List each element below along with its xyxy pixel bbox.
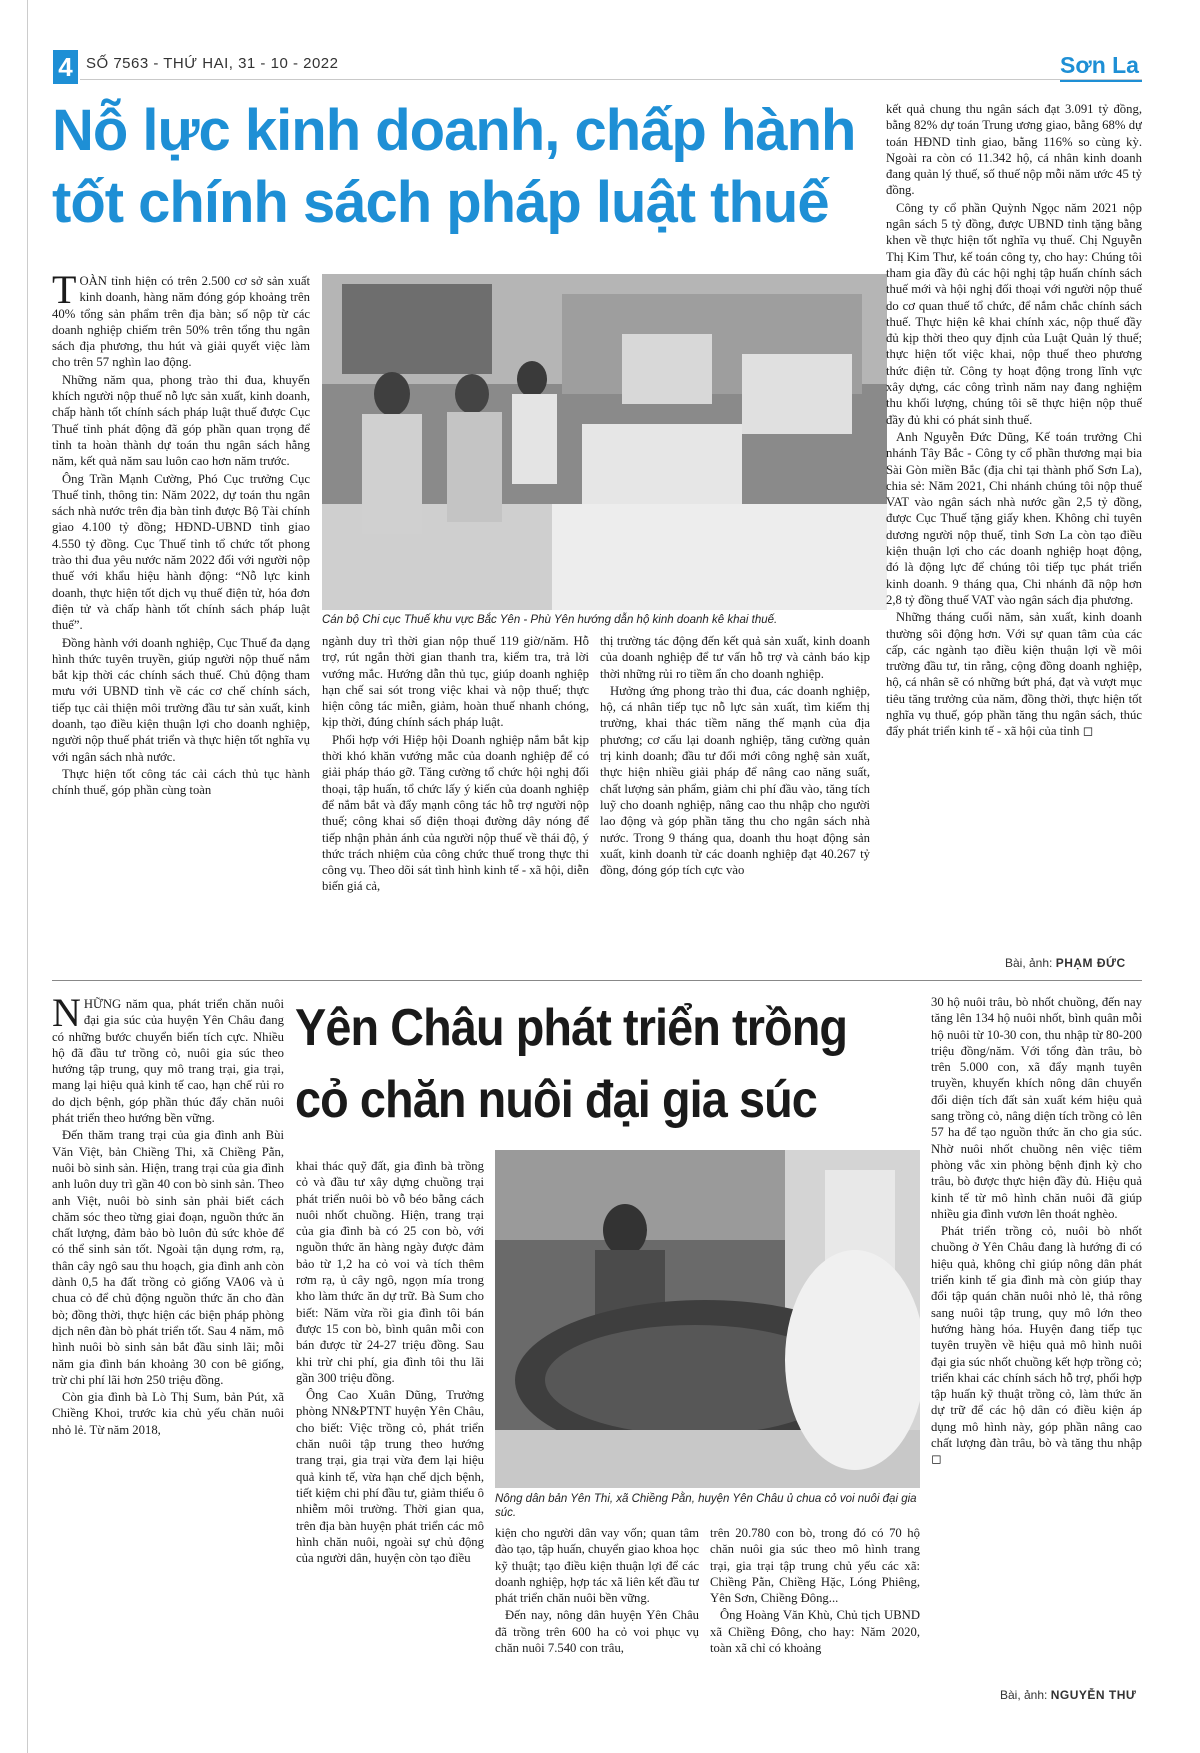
article1-photo-caption: Cán bộ Chi cục Thuế khu vực Bắc Yên - Phù Yên hướng dẫn hộ kinh doanh kê khai thuế. — [322, 614, 778, 626]
issue-line: SỐ 7563 - THỨ HAI, 31 - 10 - 2022 — [86, 55, 339, 72]
paragraph: ngành duy trì thời gian nộp thuế 119 giờ/năm. Hỗ trợ, rút ngắn thời gian thanh tra, kiểm tra, trả lời vướng mắc. Hướng dẫn thủ tục, giúp doanh nghiệp hạn chế sai sót trong việc khai và nộp thuế; thực hiện công tác miễn, giảm, hoàn thuế nhanh chóng, kịp thời, đúng chính sách pháp luật. — [322, 634, 589, 730]
dropcap: N — [52, 996, 81, 1035]
paragraph: kết quả chung thu ngân sách đạt 3.091 tỷ đồng, bằng 82% dự toán Trung ương giao, bằng 68% dự toán HĐND tỉnh giao, bằng 116% so cùng kỳ. Ngoài ra còn có 11.342 hộ, cá nhân kinh doanh đang quản lý thuế, số thuế nộp mỗi năm ước 45 tỷ đồng. — [886, 102, 1142, 198]
article2-column-4 — [710, 1525, 920, 1696]
paragraph: Thực hiện tốt công tác cải cách thủ tục hành chính thuế, góp phần cùng toàn — [52, 766, 310, 798]
section-name: Sơn La — [1060, 52, 1139, 78]
article2-column-5 — [931, 994, 1142, 1684]
paragraph: thị trường tác động đến kết quả sản xuất, kinh doanh của doanh nghiệp để tư vấn hỗ trợ và cảnh báo kịp thời những rủi ro tiềm ẩn cho doanh nghiệp. — [600, 634, 870, 681]
paragraph: Còn gia đình bà Lò Thị Sum, bản Pút, xã Chiềng Khoi, trước kia chủ yếu chăn nuôi nhỏ lẻ. Từ năm 2018, — [52, 1390, 284, 1437]
paragraph: Phát triển trồng cỏ, nuôi bò nhốt chuồng ở Yên Châu đang là hướng đi có hiệu quả, không chỉ giúp nông dân phát triển kinh tế gia đình mà còn giúp thay đổi tập quán chăn nuôi nhỏ lẻ, thả rông sang nuôi tập trung, quy mô lớn theo hướng hàng hóa. Huyện đang tiếp tục tuyên truyền về hiệu quả mô hình nuôi đại gia súc nhốt chuồng kết hợp trồng cỏ; triển khai các chính sách hỗ trợ, phối hợp tập huấn kỹ thuật trồng cỏ, làm thức ăn dự trữ để các hộ dân có điều kiện áp dụng mô hình này, góp phần nâng cao chất lượng đàn trâu, bò và tăng thu nhập ◻ — [931, 1224, 1142, 1467]
article1-author: PHẠM ĐỨC — [1055, 956, 1126, 970]
article1-photo — [322, 274, 887, 610]
article1-column-4 — [886, 101, 1142, 951]
paragraph: Hưởng ứng phong trào thi đua, các doanh nghiệp, hộ, cá nhân tiếp tục nỗ lực sản xuất, tìm kiếm thị trường, khai thác tiềm năng thế mạnh của địa phương; cơ cấu lại doanh nghiệp, tăng cường quản trị kinh doanh; đầu tư đổi mới công nghệ sản xuất, thực hiện nhiều giải pháp để nâng cao năng suất, chất lượng sản phẩm, giảm chi phí đầu vào, tăng tích luỹ cho doanh nghiệp, nâng cao thu nhập cho người lao động và góp phần tăng thu cho ngân sách nhà nước. Trong 9 tháng qua, doanh thu hoạt động sản xuất, kinh doanh từ các doanh nghiệp đạt 40.267 tỷ đồng, đóng góp tích cực vào — [600, 683, 870, 878]
article1-byline: Bài, ảnh: PHẠM ĐỨC — [1005, 956, 1126, 970]
article1-title: Nỗ lực kinh doanh, chấp hành tốt chính sách pháp luật thuế — [52, 98, 856, 235]
paragraph: Những tháng cuối năm, sản xuất, kinh doanh thường sôi động hơn. Với sự quan tâm của các cấp, các ngành tạo điều kiện thuận lợi về môi trường đầu tư, tin rằng, cộng đồng doanh nghiệp, hộ, cá nhân sẽ có những bứt phá, đạt và vượt mục tiêu tăng trưởng của năm, đồng thời, thực hiện tốt nghĩa vụ thuế, góp phần tăng thu ngân sách, thúc đẩy phát triển kinh tế - xã hội của tỉnh ◻ — [886, 610, 1142, 739]
dropcap: T — [52, 273, 77, 312]
paragraph: Ông Trần Mạnh Cường, Phó Cục trưởng Cục Thuế tỉnh, thông tin: Năm 2022, dự toán thu ngân sách nhà nước trên địa bàn tỉnh được Bộ Tài chính giao 4.100 tỷ đồng; HĐND-UBND tỉnh giao 4.550 tỷ đồng. Cục Thuế tỉnh tổ chức tốt phong trào thi đua yêu nước năm 2022 đối với người nộp thuế với khẩu hiệu hành động: “Nỗ lực kinh doanh, thực hiện tốt dịch vụ thuế điện tử, hóa đơn điện tử và chấp hành tốt chính sách pháp luật thuế”. — [52, 471, 310, 633]
paragraph: Phối hợp với Hiệp hội Doanh nghiệp nắm bắt kịp thời khó khăn vướng mắc của doanh nghiệp để có giải pháp tháo gỡ. Tăng cường tổ chức hội nghị đối thoại, tập huấn, tổ chức lấy ý kiến của doanh nghiệp để nắm bắt và đẩy mạnh công tác hỗ trợ người nộp thuế; công khai số điện thoại đường dây nóng để tiếp nhận phản ánh của người nộp thuế về thái độ, ý thức trách nhiệm của công chức thuế trong thực thi công vụ. Theo dõi sát tình hình kinh tế - xã hội, diễn biến giá cả, — [322, 732, 589, 894]
article2-column-1 — [52, 996, 284, 1696]
article-divider — [52, 980, 1142, 981]
article2-photo-caption: Nông dân bản Yên Thi, xã Chiềng Pằn, huyện Yên Châu ủ chua cỏ voi nuôi đại gia súc. — [495, 1493, 917, 1519]
paragraph: kiện cho người dân vay vốn; quan tâm đào tạo, tập huấn, chuyển giao khoa học kỹ thuật; tạo điều kiện thuận lợi để các doanh nghiệp, hợp tác xã liên kết đầu tư phát triển chăn nuôi bền vững. — [495, 1526, 699, 1606]
paragraph: Đồng hành với doanh nghiệp, Cục Thuế đa dạng hình thức tuyên truyền, giúp người nộp thuế nắm bắt kịp thời các chính sách thuế. Chủ động tham mưu với UBND tỉnh về các cơ chế chính sách, tiếp tục cải thiện môi trường đầu tư sản xuất, kinh doanh, tạo điều kiện thuận lợi cho doanh nghiệp, người nộp thuế phát triển và thực hiện tốt nghĩa vụ với ngân sách nhà nước. — [52, 635, 310, 764]
paragraph: NHỮNG năm qua, phát triển chăn nuôi đại gia súc của huyện Yên Châu đang có những bước chuyển biến tích cực. Nhiều hộ đã đầu tư trồng cỏ, nuôi gia súc theo hướng tập trung, quy mô trang trại, gia trại, mang lại hiệu quả kinh tế cao, hạn chế rủi ro do dịch bệnh, góp phần thúc đẩy chăn nuôi phát triển theo hướng bền vững. — [52, 996, 284, 1126]
paragraph: TOÀN tỉnh hiện có trên 2.500 cơ sở sản xuất kinh doanh, hàng năm đóng góp khoảng trên 40% tổng sản phẩm trên địa bàn; số nộp từ các doanh nghiệp chiếm trên 50% trên tổng thu ngân sách địa phương, thu hút và giải quyết việc làm cho trên 57 nghìn lao động. — [52, 273, 310, 370]
article2-author: NGUYỄN THƯ — [1050, 1688, 1137, 1702]
paragraph: khai thác quỹ đất, gia đình bà trồng cỏ và đầu tư xây dựng chuồng trại phát triển nuôi bò vỗ béo bằng cách nuôi nhốt chuồng. Hiện, trang trại của gia đình bà có 25 con bò, với nguồn thức ăn hàng ngày được đảm bảo từ 1,2 ha cỏ voi và tích thêm rơm rạ, ủ cây ngô, ngọn mía trong kho làm thức ăn dự trữ. Bà Sum cho biết: Năm vừa rồi gia đình tôi bán được 15 con bò, bình quân mỗi con bán được từ 24-27 triệu đồng. Sau khi trừ chi phí, gia đình tôi thu lãi gần 300 triệu đồng. — [296, 1159, 484, 1385]
article1-column-3 — [600, 633, 870, 981]
page-number: 4 — [53, 50, 78, 84]
paragraph: Công ty cổ phần Quỳnh Ngọc năm 2021 nộp ngân sách 5 tỷ đồng, được UBND tỉnh tặng bằng khen về thực hiện tốt nghĩa vụ thuế. Chị Nguyễn Thị Kim Thư, kế toán công ty, cho hay: Chúng tôi tham gia đầy đủ các hội nghị tập huấn chính sách thuế mới và hội nghị đối thoại với người nộp thuế do cơ quan thuế tổ chức, để nắm chắc chính sách thuế. Thực hiện kê khai chính xác, nộp thuế đầy đủ kịp thời theo quy định của Luật Quản lý thuế; thực hiện tốt việc khai, nộp thuế theo phương thức điện tử. Công ty hoạt động trong lĩnh vực xây dựng, các công trình năm nay đang nghiệm thu khối lượng, chúng tôi sẽ thực hiện nộp thuế đầy đủ khi có phát sinh thuế. — [886, 200, 1142, 427]
paragraph: Đến nay, nông dân huyện Yên Châu đã trồng trên 600 ha cỏ voi phục vụ chăn nuôi 7.540 con trâu, — [495, 1608, 699, 1656]
article2-byline: Bài, ảnh: NGUYỄN THƯ — [1000, 1688, 1137, 1702]
paragraph: Anh Nguyễn Đức Dũng, Kế toán trưởng Chi nhánh Tây Bắc - Công ty cổ phần thương mại bia Sài Gòn miền Bắc (địa chỉ tại thành phố Sơn La), chia sẻ: Năm 2021, Chi nhánh chúng tôi nộp thuế VAT vào ngân sách nhà nước gần 2,5 tỷ đồng, được Cục Thuế tặng giấy khen. Không chỉ tuyên dương người nộp thuế, tỉnh Sơn La còn tạo điều kiện thuận lợi cho các doanh nghiệp hoạt động, đó là động lực để chúng tôi tiếp tục phát triển kinh doanh. 9 tháng qua, Chi nhánh đã nộp hơn 2,8 tỷ đồng thuế VAT vào ngân sách địa phương. — [886, 429, 1142, 607]
paragraph: Ông Cao Xuân Dũng, Trưởng phòng NN&PTNT huyện Yên Châu, cho biết: Việc trồng cỏ, phát triển chăn nuôi tập trung theo hướng trang trại, gia trại vừa đem lại hiệu quả kinh tế, vừa hạn chế dịch bệnh, tiết kiệm chi phí đầu tư, giảm thiểu ô nhiễm môi trường. Thời gian qua, trên địa bàn huyện phát triển các mô hình chăn nuôi, ngoài sự chủ động của người dân, huyện còn tạo điều — [296, 1388, 484, 1566]
article2-column-3 — [495, 1525, 699, 1696]
header-rule — [80, 79, 1142, 80]
article2-column-2 — [296, 1158, 484, 1696]
article1-column-1 — [52, 273, 310, 981]
paragraph: Ông Hoàng Văn Khù, Chủ tịch UBND xã Chiềng Đông, cho hay: Năm 2020, toàn xã chỉ có khoảng — [710, 1608, 920, 1656]
section-rule — [1060, 80, 1142, 82]
article2-photo — [495, 1150, 920, 1488]
article2-title: Yên Châu phát triển trồng cỏ chăn nuôi đại gia súc — [295, 999, 848, 1129]
article1-column-2 — [322, 633, 589, 981]
paragraph: trên 20.780 con bò, trong đó có 70 hộ chăn nuôi gia súc theo mô hình trang trại, gia trại tập trung chủ yếu các xã: Chiềng Pằn, Chiềng Hặc, Lóng Phiêng, Yên Sơn, Chiềng Đông... — [710, 1526, 920, 1606]
paragraph: Những năm qua, phong trào thi đua, khuyến khích người nộp thuế nỗ lực sản xuất, kinh doanh, chấp hành tốt chính sách pháp luật thuế được Cục Thuế tỉnh phát động đã góp phần quan trọng để tỉnh ta hoàn thành dự toán thu ngân sách hằng năm, kết quả năm sau luôn cao hơn năm trước. — [52, 372, 310, 469]
paragraph: Đến thăm trang trại của gia đình anh Bùi Văn Việt, bản Chiềng Thi, xã Chiềng Pằn, nuôi bò sinh sản. Hiện, trang trại của gia đình anh luôn duy trì gần 40 con bò sinh sản. Theo anh Việt, nuôi bò sinh sản phải biết cách chăm sóc theo từng giai đoạn, nguồn thức ăn chất lượng, đảm bảo bò luôn đủ sức khỏe để có thể sinh sản tốt. Ngoài tận dụng rơm, rạ, thân cây ngô sau thu hoạch, gia đình anh còn dành 0,5 ha đất trồng cỏ giống VA06 và ủ chua cỏ để chủ động nguồn thức ăn cho đàn bò; đồng thời, thực hiện các biện pháp phòng dịch nên đàn bò phát triển tốt. Sau 4 năm, mô hình nuôi bò sinh sản bắt đầu sinh lãi; mỗi năm gia đình bán khoảng 30 con bê giống, trừ chi phí lãi hơn 250 triệu đồng. — [52, 1128, 284, 1387]
page-edge-line — [27, 0, 28, 1753]
paragraph: 30 hộ nuôi trâu, bò nhốt chuồng, đến nay tăng lên 134 hộ nuôi nhốt, bình quân mỗi hộ nuôi từ 10-30 con, thu nhập từ 80-200 triệu đồng/năm. Với tổng đàn trâu, bò trên 5.000 con, xã đẩy mạnh tuyên truyền, khuyến khích nông dân chuyển đổi diện tích đất sản xuất kém hiệu quả sang trồng cỏ, nâng diện tích trồng cỏ lên 57 ha để tạo nguồn thức ăn cho gia súc. Nhờ nuôi nhốt chuồng nên việc tiêm phòng vắc xin phòng bệnh định kỳ cho trâu, bò được thực hiện đầy đủ. Hiệu quả kinh tế từ mô hình chăn nuôi đã giúp nhiều gia đình vươn lên thoát nghèo. — [931, 995, 1142, 1221]
